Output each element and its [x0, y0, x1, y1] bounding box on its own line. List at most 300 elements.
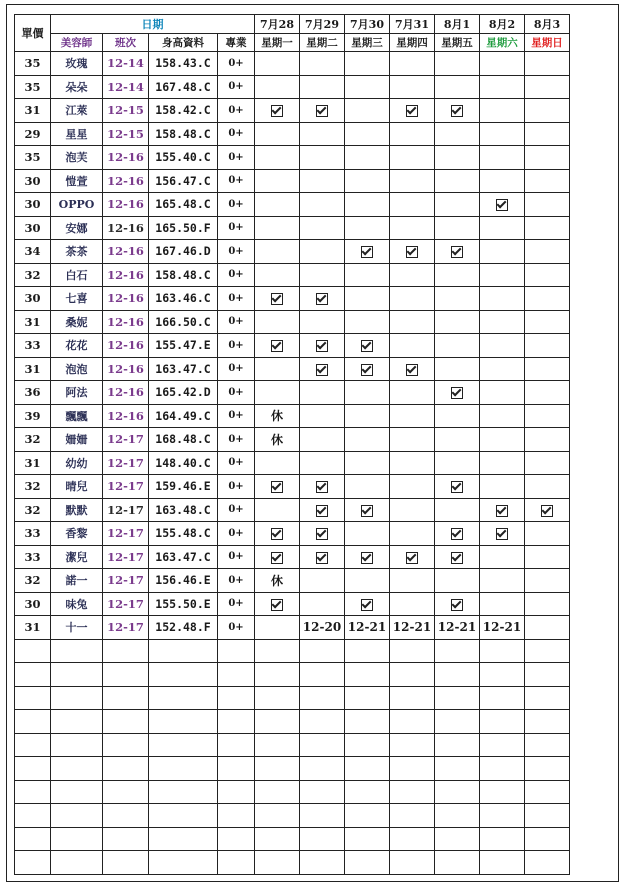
empty-cell: [345, 851, 390, 875]
empty-cell: [390, 804, 435, 828]
checkbox-checked-icon: [361, 505, 373, 517]
schedule-cell: [435, 522, 480, 546]
schedule-cell: [480, 52, 525, 76]
empty-cell: [345, 663, 390, 687]
empty-cell: [149, 757, 218, 781]
skill-cell: 0+: [218, 451, 255, 475]
header-weekday: 星期一: [255, 34, 300, 52]
empty-cell: [51, 639, 103, 663]
schedule-cell: [480, 122, 525, 146]
schedule-cell: [390, 99, 435, 123]
price-cell: 31: [15, 451, 51, 475]
schedule-cell: [300, 475, 345, 499]
empty-cell: [390, 639, 435, 663]
schedule-cell: [435, 592, 480, 616]
schedule-cell: [525, 216, 570, 240]
schedule-cell: [345, 99, 390, 123]
empty-cell: [218, 733, 255, 757]
schedule-cell: [390, 357, 435, 381]
schedule-cell: [390, 545, 435, 569]
table-row: [15, 428, 570, 452]
empty-cell: [300, 710, 345, 734]
info-cell: 158.48.C: [149, 122, 218, 146]
schedule-cell: [255, 240, 300, 264]
schedule-cell: [255, 498, 300, 522]
schedule-cell: [525, 310, 570, 334]
checkbox-checked-icon: [316, 481, 328, 493]
class-cell: 12-17: [103, 545, 149, 569]
empty-cell: [435, 757, 480, 781]
schedule-cell: [345, 334, 390, 358]
schedule-cell: [480, 169, 525, 193]
beautician-cell: OPPO: [51, 193, 103, 217]
schedule-cell: [435, 99, 480, 123]
empty-cell: [51, 851, 103, 875]
table-row: [15, 498, 570, 522]
info-cell: 165.42.D: [149, 381, 218, 405]
empty-cell: [255, 851, 300, 875]
empty-cell: [390, 780, 435, 804]
schedule-cell: [300, 522, 345, 546]
schedule-cell: [480, 310, 525, 334]
info-cell: 152.48.F: [149, 616, 218, 640]
empty-cell: [51, 780, 103, 804]
schedule-cell: [525, 334, 570, 358]
empty-cell: [390, 733, 435, 757]
empty-cell: [525, 780, 570, 804]
price-cell: 30: [15, 216, 51, 240]
skill-cell: 0+: [218, 146, 255, 170]
beautician-cell: 姍姍: [51, 428, 103, 452]
empty-cell: [51, 827, 103, 851]
class-cell: 12-16: [103, 357, 149, 381]
schedule-cell: [300, 216, 345, 240]
schedule-cell: [480, 404, 525, 428]
empty-cell: [218, 757, 255, 781]
schedule-cell: [300, 592, 345, 616]
schedule-cell: [390, 451, 435, 475]
table-row: [15, 381, 570, 405]
empty-cell: [390, 710, 435, 734]
empty-cell: [15, 663, 51, 687]
info-cell: 158.48.C: [149, 263, 218, 287]
empty-cell: [480, 851, 525, 875]
table-row: [15, 52, 570, 76]
beautician-cell: 白石: [51, 263, 103, 287]
schedule-cell: [480, 240, 525, 264]
empty-cell: [480, 780, 525, 804]
schedule-cell: [390, 522, 435, 546]
schedule-cell: [480, 357, 525, 381]
checkbox-checked-icon: [406, 105, 418, 117]
info-cell: 155.47.E: [149, 334, 218, 358]
beautician-cell: 潔兒: [51, 545, 103, 569]
empty-cell: [218, 686, 255, 710]
empty-cell: [15, 780, 51, 804]
empty-cell: [300, 804, 345, 828]
empty-cell: [15, 827, 51, 851]
table-row: [15, 310, 570, 334]
checkbox-checked-icon: [316, 105, 328, 117]
header-class: 班次: [103, 34, 149, 52]
beautician-cell: 十一: [51, 616, 103, 640]
schedule-cell: [480, 475, 525, 499]
skill-cell: 0+: [218, 545, 255, 569]
schedule-cell: [525, 287, 570, 311]
header-weekday: 星期三: [345, 34, 390, 52]
schedule-cell: [300, 404, 345, 428]
schedule-cell: [525, 592, 570, 616]
table-row: [15, 616, 570, 640]
skill-cell: 0+: [218, 52, 255, 76]
schedule-cell: [255, 169, 300, 193]
price-cell: 30: [15, 287, 51, 311]
class-cell: 12-16: [103, 169, 149, 193]
empty-cell: [300, 639, 345, 663]
empty-cell: [525, 663, 570, 687]
schedule-cell: [390, 75, 435, 99]
class-cell: 12-16: [103, 146, 149, 170]
info-cell: 158.42.C: [149, 99, 218, 123]
table-row: [15, 99, 570, 123]
schedule-cell: [480, 592, 525, 616]
skill-cell: 0+: [218, 381, 255, 405]
schedule-cell: [300, 75, 345, 99]
schedule-cell: [435, 75, 480, 99]
class-cell: 12-17: [103, 428, 149, 452]
price-cell: 30: [15, 592, 51, 616]
class-cell: 12-16: [103, 404, 149, 428]
header-weekday: 星期日: [525, 34, 570, 52]
schedule-cell: [480, 381, 525, 405]
empty-cell: [255, 757, 300, 781]
schedule-cell: [300, 122, 345, 146]
checkbox-checked-icon: [271, 293, 283, 305]
empty-cell: [51, 710, 103, 734]
schedule-cell: [525, 240, 570, 264]
checkbox-checked-icon: [406, 552, 418, 564]
info-cell: 167.48.C: [149, 75, 218, 99]
checkbox-checked-icon: [451, 105, 463, 117]
schedule-cell: [255, 592, 300, 616]
header-price: 單價: [15, 15, 51, 52]
price-cell: 35: [15, 52, 51, 76]
schedule-cell: [390, 569, 435, 593]
schedule-cell: [435, 263, 480, 287]
class-cell: 12-17: [103, 451, 149, 475]
class-cell: 12-15: [103, 122, 149, 146]
info-cell: 148.40.C: [149, 451, 218, 475]
schedule-cell: [255, 263, 300, 287]
empty-cell: [149, 686, 218, 710]
empty-cell: [149, 663, 218, 687]
schedule-cell: [525, 498, 570, 522]
schedule-cell: [525, 52, 570, 76]
schedule-cell: 12-20: [300, 616, 345, 640]
empty-row: [15, 639, 570, 663]
empty-row: [15, 851, 570, 875]
empty-cell: [15, 804, 51, 828]
table-row: [15, 357, 570, 381]
checkbox-checked-icon: [316, 340, 328, 352]
empty-cell: [390, 757, 435, 781]
beautician-cell: 泡芙: [51, 146, 103, 170]
empty-cell: [103, 663, 149, 687]
empty-cell: [525, 710, 570, 734]
empty-cell: [435, 686, 480, 710]
skill-cell: 0+: [218, 334, 255, 358]
schedule-cell: [345, 310, 390, 334]
empty-cell: [345, 686, 390, 710]
empty-cell: [480, 757, 525, 781]
schedule-cell: [345, 404, 390, 428]
empty-cell: [525, 686, 570, 710]
schedule-cell: [480, 428, 525, 452]
schedule-cell: [435, 287, 480, 311]
price-cell: 30: [15, 193, 51, 217]
checkbox-checked-icon: [361, 599, 373, 611]
schedule-cell: [390, 216, 435, 240]
schedule-cell: [390, 263, 435, 287]
empty-cell: [103, 780, 149, 804]
info-cell: 167.46.D: [149, 240, 218, 264]
empty-cell: [300, 733, 345, 757]
skill-cell: 0+: [218, 404, 255, 428]
empty-cell: [480, 710, 525, 734]
table-row: [15, 169, 570, 193]
empty-cell: [480, 663, 525, 687]
empty-cell: [255, 827, 300, 851]
schedule-cell: [480, 522, 525, 546]
empty-cell: [300, 663, 345, 687]
skill-cell: 0+: [218, 357, 255, 381]
schedule-cell: [525, 404, 570, 428]
empty-cell: [255, 780, 300, 804]
table-row: [15, 334, 570, 358]
empty-cell: [300, 851, 345, 875]
empty-cell: [525, 757, 570, 781]
checkbox-checked-icon: [316, 364, 328, 376]
schedule-cell: [255, 357, 300, 381]
schedule-cell: [255, 616, 300, 640]
info-cell: 163.48.C: [149, 498, 218, 522]
schedule-cell: [255, 287, 300, 311]
empty-cell: [218, 851, 255, 875]
empty-cell: [345, 804, 390, 828]
empty-cell: [255, 663, 300, 687]
schedule-cell: [480, 216, 525, 240]
table-row: [15, 193, 570, 217]
schedule-cell: [435, 193, 480, 217]
schedule-cell: 12-21: [480, 616, 525, 640]
beautician-cell: 泡泡: [51, 357, 103, 381]
empty-cell: [480, 804, 525, 828]
empty-cell: [255, 686, 300, 710]
skill-cell: 0+: [218, 240, 255, 264]
schedule-cell: 12-21: [435, 616, 480, 640]
header-date: 7月28: [255, 15, 300, 34]
schedule-cell: [300, 334, 345, 358]
header-date: 8月1: [435, 15, 480, 34]
schedule-cell: [525, 193, 570, 217]
info-cell: 155.40.C: [149, 146, 218, 170]
checkbox-checked-icon: [496, 528, 508, 540]
schedule-cell: [255, 475, 300, 499]
empty-cell: [435, 733, 480, 757]
empty-cell: [103, 639, 149, 663]
skill-cell: 0+: [218, 569, 255, 593]
info-cell: 164.49.C: [149, 404, 218, 428]
schedule-cell: [390, 475, 435, 499]
skill-cell: 0+: [218, 193, 255, 217]
empty-cell: [435, 827, 480, 851]
schedule-cell: [300, 169, 345, 193]
schedule-cell: [300, 287, 345, 311]
schedule-cell: 休: [255, 404, 300, 428]
schedule-cell: [300, 240, 345, 264]
schedule-cell: [525, 146, 570, 170]
checkbox-checked-icon: [271, 105, 283, 117]
beautician-cell: 香黎: [51, 522, 103, 546]
class-cell: 12-16: [103, 193, 149, 217]
table-row: [15, 75, 570, 99]
class-cell: 12-16: [103, 334, 149, 358]
schedule-cell: [480, 99, 525, 123]
price-cell: 30: [15, 169, 51, 193]
class-cell: 12-17: [103, 498, 149, 522]
empty-cell: [51, 757, 103, 781]
beautician-cell: 朵朵: [51, 75, 103, 99]
schedule-cell: [255, 216, 300, 240]
empty-cell: [345, 780, 390, 804]
schedule-cell: [300, 498, 345, 522]
checkbox-checked-icon: [406, 364, 418, 376]
schedule-cell: [300, 263, 345, 287]
price-cell: 32: [15, 569, 51, 593]
schedule-cell: [345, 451, 390, 475]
header-beautician: 美容師: [51, 34, 103, 52]
schedule-cell: [390, 428, 435, 452]
table-row: [15, 592, 570, 616]
skill-cell: 0+: [218, 428, 255, 452]
schedule-cell: [345, 475, 390, 499]
header-weekday: 星期六: [480, 34, 525, 52]
checkbox-checked-icon: [361, 364, 373, 376]
empty-cell: [525, 733, 570, 757]
table-row: [15, 522, 570, 546]
class-cell: 12-17: [103, 475, 149, 499]
info-cell: 165.50.F: [149, 216, 218, 240]
price-cell: 32: [15, 475, 51, 499]
schedule-cell: [435, 404, 480, 428]
schedule-cell: 休: [255, 569, 300, 593]
schedule-cell: 12-21: [390, 616, 435, 640]
empty-cell: [218, 710, 255, 734]
header-skill: 專業: [218, 34, 255, 52]
schedule-cell: [435, 240, 480, 264]
price-cell: 29: [15, 122, 51, 146]
class-cell: 12-16: [103, 287, 149, 311]
empty-cell: [149, 733, 218, 757]
table-row: [15, 122, 570, 146]
class-cell: 12-17: [103, 569, 149, 593]
schedule-cell: [300, 545, 345, 569]
empty-cell: [15, 639, 51, 663]
header-info: 身高資料: [149, 34, 218, 52]
schedule-cell: [345, 428, 390, 452]
schedule-cell: [300, 310, 345, 334]
schedule-cell: [390, 404, 435, 428]
table-row: [15, 451, 570, 475]
schedule-cell: [255, 545, 300, 569]
empty-cell: [435, 851, 480, 875]
empty-cell: [149, 851, 218, 875]
price-cell: 32: [15, 263, 51, 287]
schedule-cell: [255, 334, 300, 358]
price-cell: 33: [15, 522, 51, 546]
beautician-cell: 幼幼: [51, 451, 103, 475]
schedule-cell: [480, 545, 525, 569]
schedule-cell: 休: [255, 428, 300, 452]
checkbox-checked-icon: [451, 246, 463, 258]
skill-cell: 0+: [218, 75, 255, 99]
beautician-cell: 江萊: [51, 99, 103, 123]
schedule-cell: [345, 240, 390, 264]
skill-cell: 0+: [218, 287, 255, 311]
empty-cell: [218, 639, 255, 663]
schedule-cell: [300, 52, 345, 76]
empty-cell: [300, 827, 345, 851]
class-cell: 12-17: [103, 616, 149, 640]
empty-cell: [149, 639, 218, 663]
empty-cell: [255, 710, 300, 734]
schedule-cell: [435, 146, 480, 170]
empty-cell: [149, 780, 218, 804]
schedule-cell: [435, 169, 480, 193]
skill-cell: 0+: [218, 216, 255, 240]
skill-cell: 0+: [218, 263, 255, 287]
price-cell: 33: [15, 334, 51, 358]
empty-cell: [51, 663, 103, 687]
price-cell: 33: [15, 545, 51, 569]
empty-cell: [218, 827, 255, 851]
checkbox-checked-icon: [451, 387, 463, 399]
class-cell: 12-16: [103, 310, 149, 334]
schedule-cell: [435, 475, 480, 499]
table-row: [15, 475, 570, 499]
price-cell: 31: [15, 99, 51, 123]
schedule-cell: [480, 498, 525, 522]
schedule-cell: [390, 122, 435, 146]
schedule-cell: [480, 146, 525, 170]
empty-cell: [435, 780, 480, 804]
schedule-table: [14, 14, 570, 875]
price-cell: 31: [15, 616, 51, 640]
class-cell: 12-16: [103, 263, 149, 287]
schedule-cell: [255, 522, 300, 546]
table-row: [15, 404, 570, 428]
schedule-cell: [390, 334, 435, 358]
skill-cell: 0+: [218, 522, 255, 546]
empty-cell: [345, 710, 390, 734]
schedule-cell: [255, 75, 300, 99]
empty-cell: [149, 710, 218, 734]
schedule-cell: [390, 592, 435, 616]
schedule-cell: [525, 616, 570, 640]
schedule-cell: [345, 216, 390, 240]
checkbox-checked-icon: [271, 340, 283, 352]
schedule-cell: [525, 381, 570, 405]
